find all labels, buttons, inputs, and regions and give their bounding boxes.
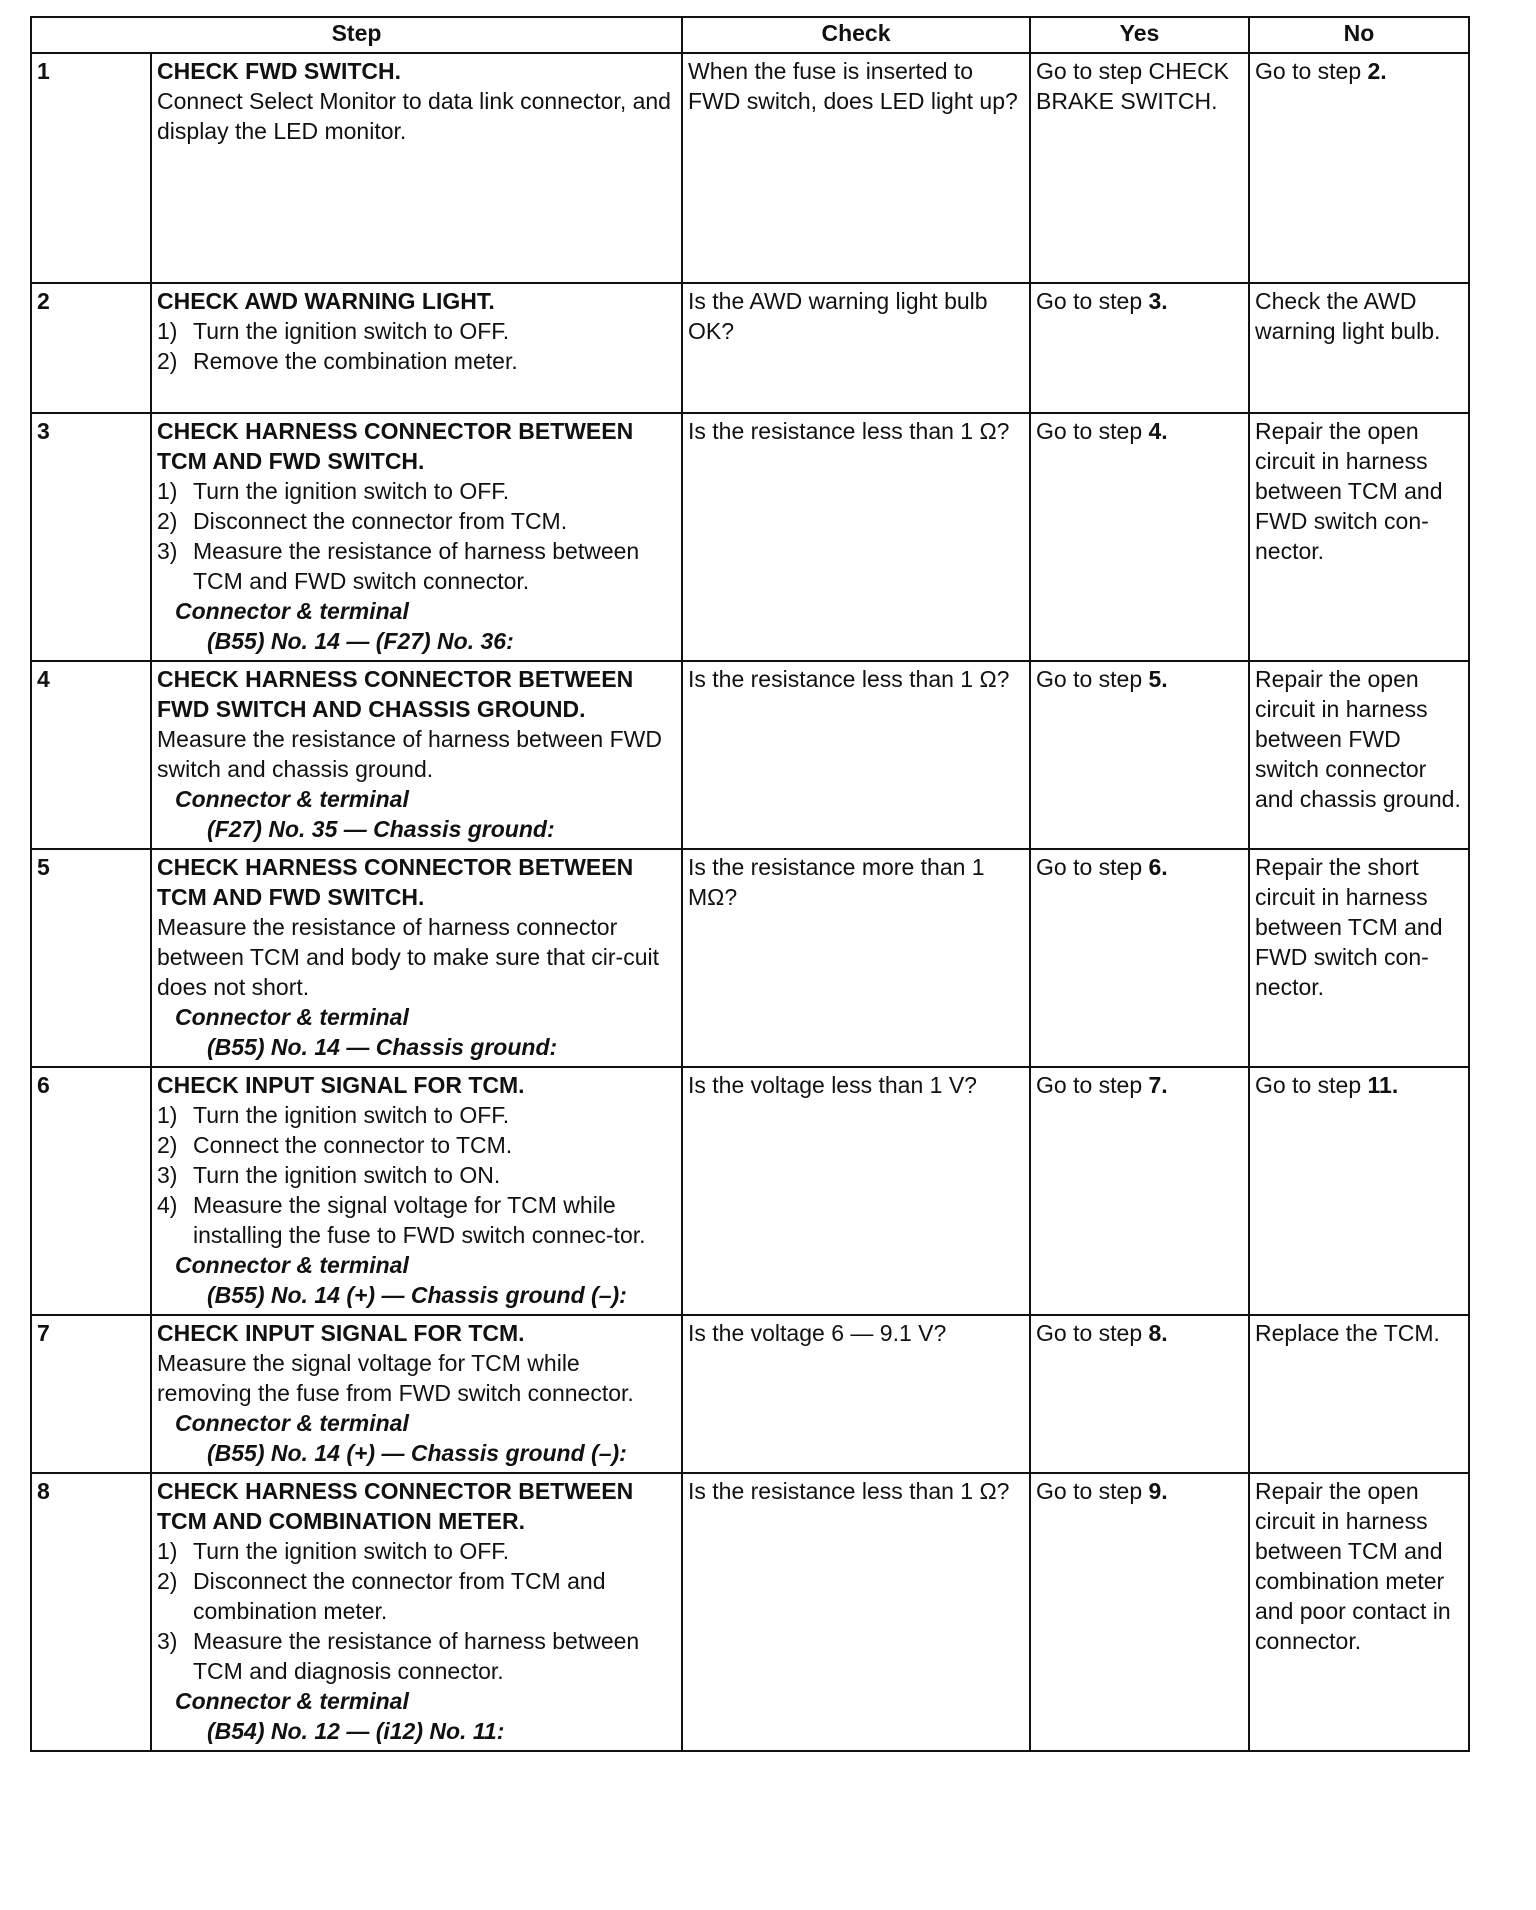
yes-cell: Go to step 8.	[1030, 1315, 1249, 1473]
step-item: 2) Disconnect the connector from TCM and combination meter.	[157, 1568, 606, 1624]
terminal-spec: (B54) No. 12 — (i12) No. 11:	[207, 1718, 505, 1744]
connector-label: Connector & terminal	[175, 1004, 409, 1030]
connector-label: Connector & terminal	[175, 1252, 409, 1278]
step-description	[151, 1315, 682, 1473]
step-row-8	[31, 1473, 1469, 1751]
no-step-ref: 2.	[1367, 58, 1387, 84]
no-text: Go to step	[1255, 58, 1368, 84]
step-row-1	[31, 53, 1469, 283]
terminal-spec: (B55) No. 14 (+) — Chassis ground (–):	[207, 1440, 627, 1466]
no-cell: Repair the short circuit in harness between TCM and FWD switch con-nector.	[1249, 849, 1469, 1067]
check-cell: Is the resistance less than 1 Ω?	[682, 1473, 1030, 1751]
step-row-3	[31, 413, 1469, 661]
step-text: Connect Select Monitor to data link connector, and display the LED monitor.	[157, 88, 671, 144]
step-number: 7	[31, 1315, 151, 1473]
step-title: CHECK HARNESS CONNECTOR BETWEEN TCM AND FWD SWITCH.	[157, 418, 634, 474]
check-cell: Is the voltage less than 1 V?	[682, 1067, 1030, 1315]
step-title: CHECK FWD SWITCH.	[157, 58, 402, 84]
step-item: 2) Disconnect the connector from TCM.	[157, 508, 568, 534]
diagnostic-table	[30, 16, 1470, 1752]
yes-step-ref: 5.	[1148, 666, 1168, 692]
step-item: 1) Turn the ignition switch to OFF.	[157, 478, 510, 504]
no-cell	[1249, 53, 1469, 283]
step-title: CHECK INPUT SIGNAL FOR TCM.	[157, 1072, 525, 1098]
check-cell: Is the resistance less than 1 Ω?	[682, 661, 1030, 849]
step-title: CHECK AWD WARNING LIGHT.	[157, 288, 495, 314]
step-number: 1	[31, 53, 151, 283]
step-description	[151, 1473, 682, 1751]
step-item: 4) Measure the signal voltage for TCM while installing the fuse to FWD switch connec-tor.	[157, 1192, 646, 1248]
yes-cell: Go to step 6.	[1030, 849, 1249, 1067]
no-step-ref: 11.	[1367, 1072, 1399, 1098]
yes-step-ref: 8.	[1148, 1320, 1168, 1346]
step-item: 2) Remove the combination meter.	[157, 348, 518, 374]
step-title: CHECK HARNESS CONNECTOR BETWEEN TCM AND FWD SWITCH.	[157, 854, 634, 910]
step-number: 6	[31, 1067, 151, 1315]
yes-step-ref: 3.	[1148, 288, 1168, 314]
step-title: CHECK HARNESS CONNECTOR BETWEEN TCM AND COMBINATION METER.	[157, 1478, 634, 1534]
yes-cell: Go to step 4.	[1030, 413, 1249, 661]
connector-label: Connector & terminal	[175, 598, 409, 624]
header-no: No	[1249, 17, 1469, 53]
header-row	[31, 17, 1469, 53]
header-step: Step	[31, 17, 682, 53]
check-cell: Is the AWD warning light bulb OK?	[682, 283, 1030, 413]
step-description	[151, 53, 682, 283]
check-cell: Is the voltage 6 — 9.1 V?	[682, 1315, 1030, 1473]
terminal-spec: (B55) No. 14 — Chassis ground:	[207, 1034, 558, 1060]
terminal-spec: (B55) No. 14 — (F27) No. 36:	[207, 628, 514, 654]
yes-cell: Go to step CHECK BRAKE SWITCH.	[1030, 53, 1249, 283]
step-row-4	[31, 661, 1469, 849]
yes-cell: Go to step 5.	[1030, 661, 1249, 849]
step-item: 2) Connect the connector to TCM.	[157, 1132, 513, 1158]
step-text: Measure the resistance of harness connector between TCM and body to make sure that cir-cuit does not short.	[157, 914, 659, 1000]
step-description	[151, 283, 682, 413]
step-row-2	[31, 283, 1469, 413]
step-description	[151, 413, 682, 661]
step-number: 3	[31, 413, 151, 661]
check-cell: Is the resistance more than 1 MΩ?	[682, 849, 1030, 1067]
header-check: Check	[682, 17, 1030, 53]
no-cell: Go to step 11.	[1249, 1067, 1469, 1315]
step-text: Measure the resistance of harness between FWD switch and chassis ground.	[157, 726, 662, 782]
no-cell: Repair the open circuit in harness between TCM and FWD switch con-nector.	[1249, 413, 1469, 661]
step-item: 3) Turn the ignition switch to ON.	[157, 1162, 501, 1188]
check-cell: Is the resistance less than 1 Ω?	[682, 413, 1030, 661]
step-text: Measure the signal voltage for TCM while removing the fuse from FWD switch connector.	[157, 1350, 634, 1406]
yes-step-ref: 7.	[1148, 1072, 1168, 1098]
no-cell: Repair the open circuit in harness between TCM and combination meter and poor contact in connector.	[1249, 1473, 1469, 1751]
step-item: 1) Turn the ignition switch to OFF.	[157, 1102, 510, 1128]
yes-step-ref: 4.	[1148, 418, 1168, 444]
step-item: 1) Turn the ignition switch to OFF.	[157, 1538, 510, 1564]
step-title: CHECK HARNESS CONNECTOR BETWEEN FWD SWITCH AND CHASSIS GROUND.	[157, 666, 634, 722]
step-row-7	[31, 1315, 1469, 1473]
step-title: CHECK INPUT SIGNAL FOR TCM.	[157, 1320, 525, 1346]
step-number: 5	[31, 849, 151, 1067]
step-item: 3) Measure the resistance of harness between TCM and FWD switch connector.	[157, 538, 640, 594]
step-row-5	[31, 849, 1469, 1067]
step-number: 2	[31, 283, 151, 413]
step-description	[151, 1067, 682, 1315]
terminal-spec: (F27) No. 35 — Chassis ground:	[207, 816, 555, 842]
step-item: 1) Turn the ignition switch to OFF.	[157, 318, 510, 344]
check-cell: When the fuse is inserted to FWD switch, does LED light up?	[682, 53, 1030, 283]
step-number: 8	[31, 1473, 151, 1751]
yes-cell: Go to step 7.	[1030, 1067, 1249, 1315]
no-cell: Repair the open circuit in harness between FWD switch connector and chassis ground.	[1249, 661, 1469, 849]
yes-step-ref: 6.	[1148, 854, 1168, 880]
step-row-6	[31, 1067, 1469, 1315]
terminal-spec: (B55) No. 14 (+) — Chassis ground (–):	[207, 1282, 627, 1308]
step-description	[151, 849, 682, 1067]
step-description	[151, 661, 682, 849]
connector-label: Connector & terminal	[175, 1688, 409, 1714]
header-yes: Yes	[1030, 17, 1249, 53]
no-cell: Check the AWD warning light bulb.	[1249, 283, 1469, 413]
no-cell: Replace the TCM.	[1249, 1315, 1469, 1473]
connector-label: Connector & terminal	[175, 1410, 409, 1436]
step-number: 4	[31, 661, 151, 849]
connector-label: Connector & terminal	[175, 786, 409, 812]
step-item: 3) Measure the resistance of harness between TCM and diagnosis connector.	[157, 1628, 640, 1684]
yes-step-ref: 9.	[1148, 1478, 1168, 1504]
yes-cell: Go to step 9.	[1030, 1473, 1249, 1751]
yes-cell: Go to step 3.	[1030, 283, 1249, 413]
